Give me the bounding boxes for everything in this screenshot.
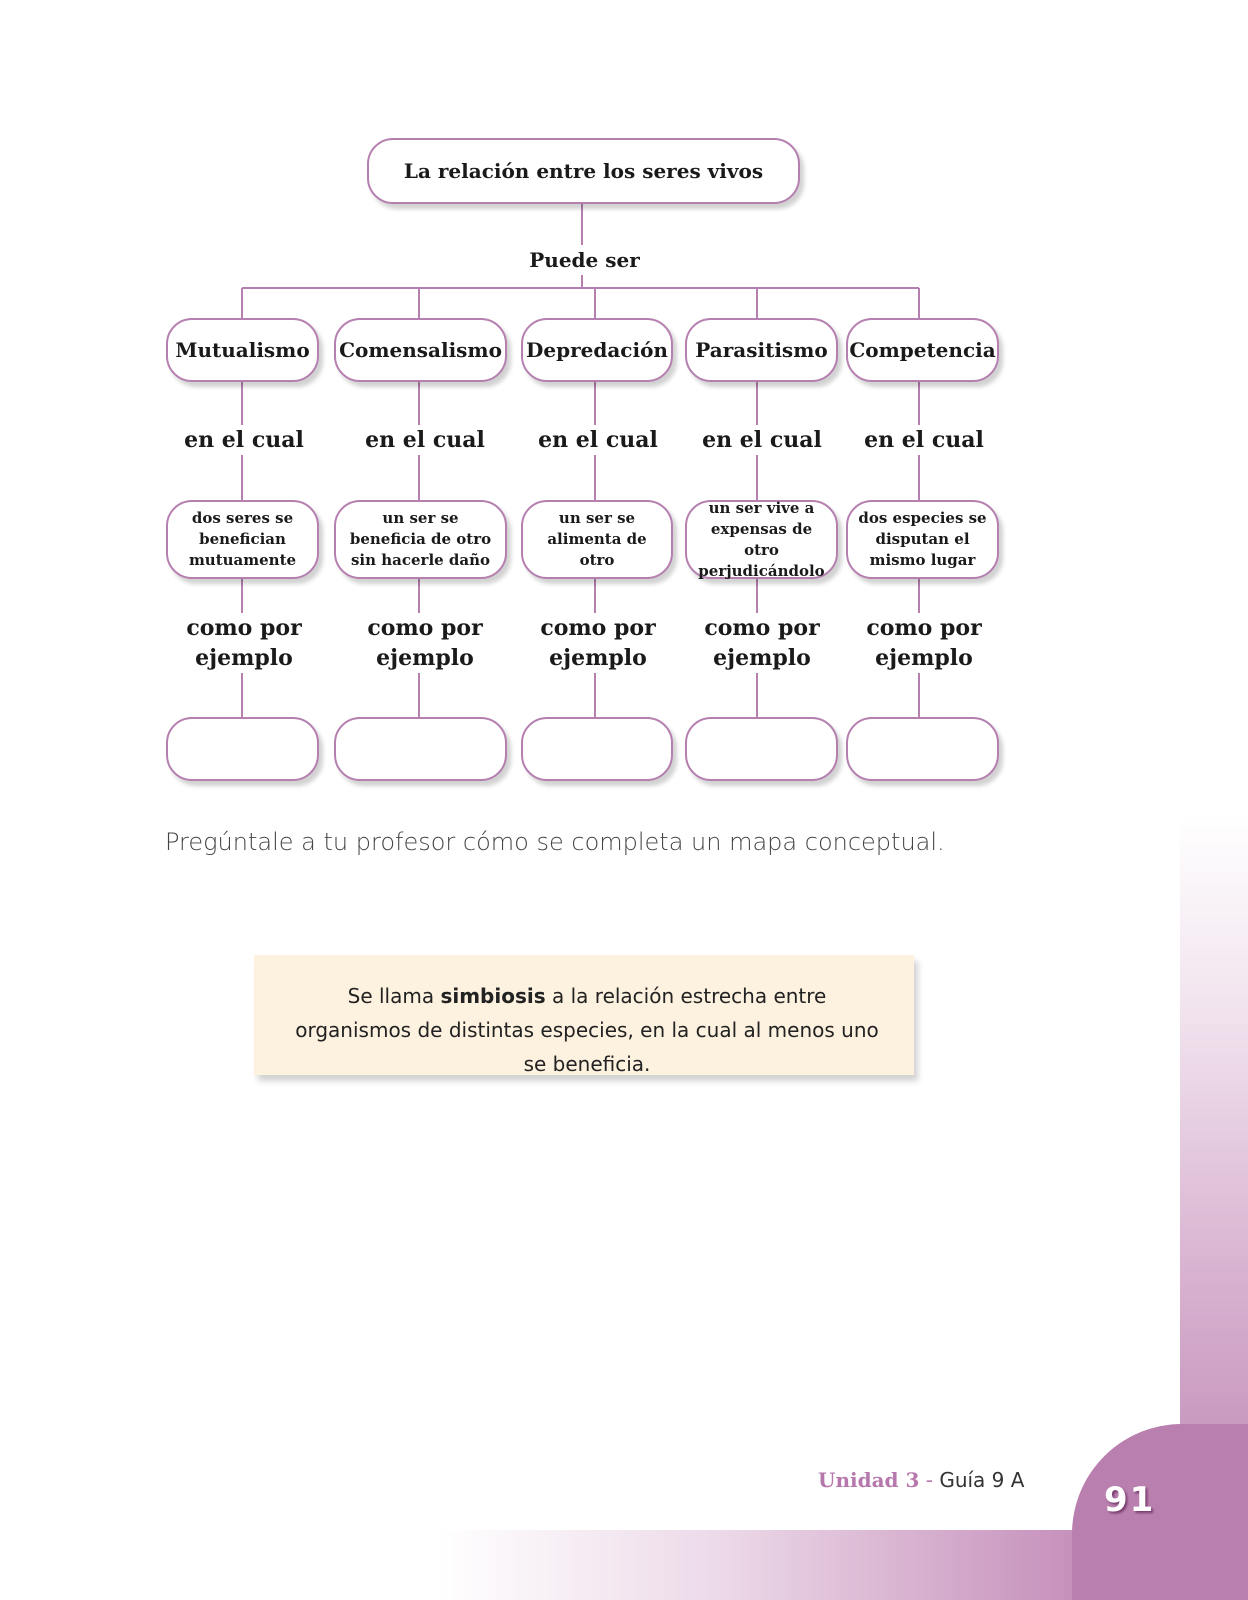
- description-text: dos especies se disputan el mismo lugar: [858, 509, 987, 569]
- concept-label: Parasitismo: [695, 338, 828, 362]
- footer-unit: Unidad 3: [818, 1468, 920, 1492]
- concept-label: Competencia: [849, 338, 996, 362]
- link-como-por-ejemplo: como por ejemplo: [852, 613, 996, 673]
- concept-parasitismo: [685, 318, 838, 382]
- root-concept: [367, 138, 800, 204]
- concept-depredacion: [521, 318, 673, 382]
- note-keyword: simbiosis: [440, 984, 546, 1008]
- concept-comensalismo: [334, 318, 507, 382]
- link-en-el-cual: en el cual: [353, 425, 497, 455]
- description-text: un ser vive a expensas de otro perjudicándolo: [698, 498, 825, 580]
- concept-label: Comensalismo: [339, 338, 502, 362]
- link-en-el-cual: en el cual: [526, 425, 670, 455]
- footer-guide: Guía 9 A: [939, 1468, 1025, 1492]
- description-depredacion: [521, 500, 673, 579]
- example-field-competencia[interactable]: [846, 717, 999, 781]
- note-text-end: a la relación estrecha entre organismos de distintas especies, en la cual al menos uno se beneficia.: [295, 984, 879, 1076]
- note-text-start: Se llama: [347, 984, 441, 1008]
- link-como-por-ejemplo: como por ejemplo: [172, 613, 316, 673]
- example-field-parasitismo[interactable]: [685, 717, 838, 781]
- instruction-text: Pregúntale a tu profesor cómo se completa un mapa conceptual.: [165, 828, 945, 856]
- page-number: 91: [1104, 1480, 1156, 1520]
- concept-competencia: [846, 318, 999, 382]
- link-como-por-ejemplo: como por ejemplo: [526, 613, 670, 673]
- concept-label: Depredación: [526, 338, 668, 362]
- link-en-el-cual: en el cual: [690, 425, 834, 455]
- description-comensalismo: [334, 500, 507, 579]
- description-text: un ser se alimenta de otro: [547, 509, 647, 569]
- description-mutualismo: [166, 500, 319, 579]
- description-competencia: [846, 500, 999, 579]
- link-como-por-ejemplo: como por ejemplo: [353, 613, 497, 673]
- example-field-comensalismo[interactable]: [334, 717, 507, 781]
- example-field-depredacion[interactable]: [521, 717, 673, 781]
- root-concept-label: La relación entre los seres vivos: [403, 159, 764, 183]
- root-link-label: Puede ser: [520, 245, 649, 275]
- concept-label: Mutualismo: [175, 338, 310, 362]
- concept-mutualismo: [166, 318, 319, 382]
- link-en-el-cual: en el cual: [852, 425, 996, 455]
- link-como-por-ejemplo: como por ejemplo: [690, 613, 834, 673]
- description-text: un ser se beneficia de otro sin hacerle daño: [349, 509, 492, 569]
- link-en-el-cual: en el cual: [172, 425, 316, 455]
- definition-note: [254, 955, 914, 1075]
- footer-label: [818, 1468, 1024, 1492]
- example-field-mutualismo[interactable]: [166, 717, 319, 781]
- footer-separator: -: [919, 1468, 940, 1492]
- description-text: dos seres se benefician mutuamente: [188, 509, 297, 569]
- description-parasitismo: [685, 500, 838, 579]
